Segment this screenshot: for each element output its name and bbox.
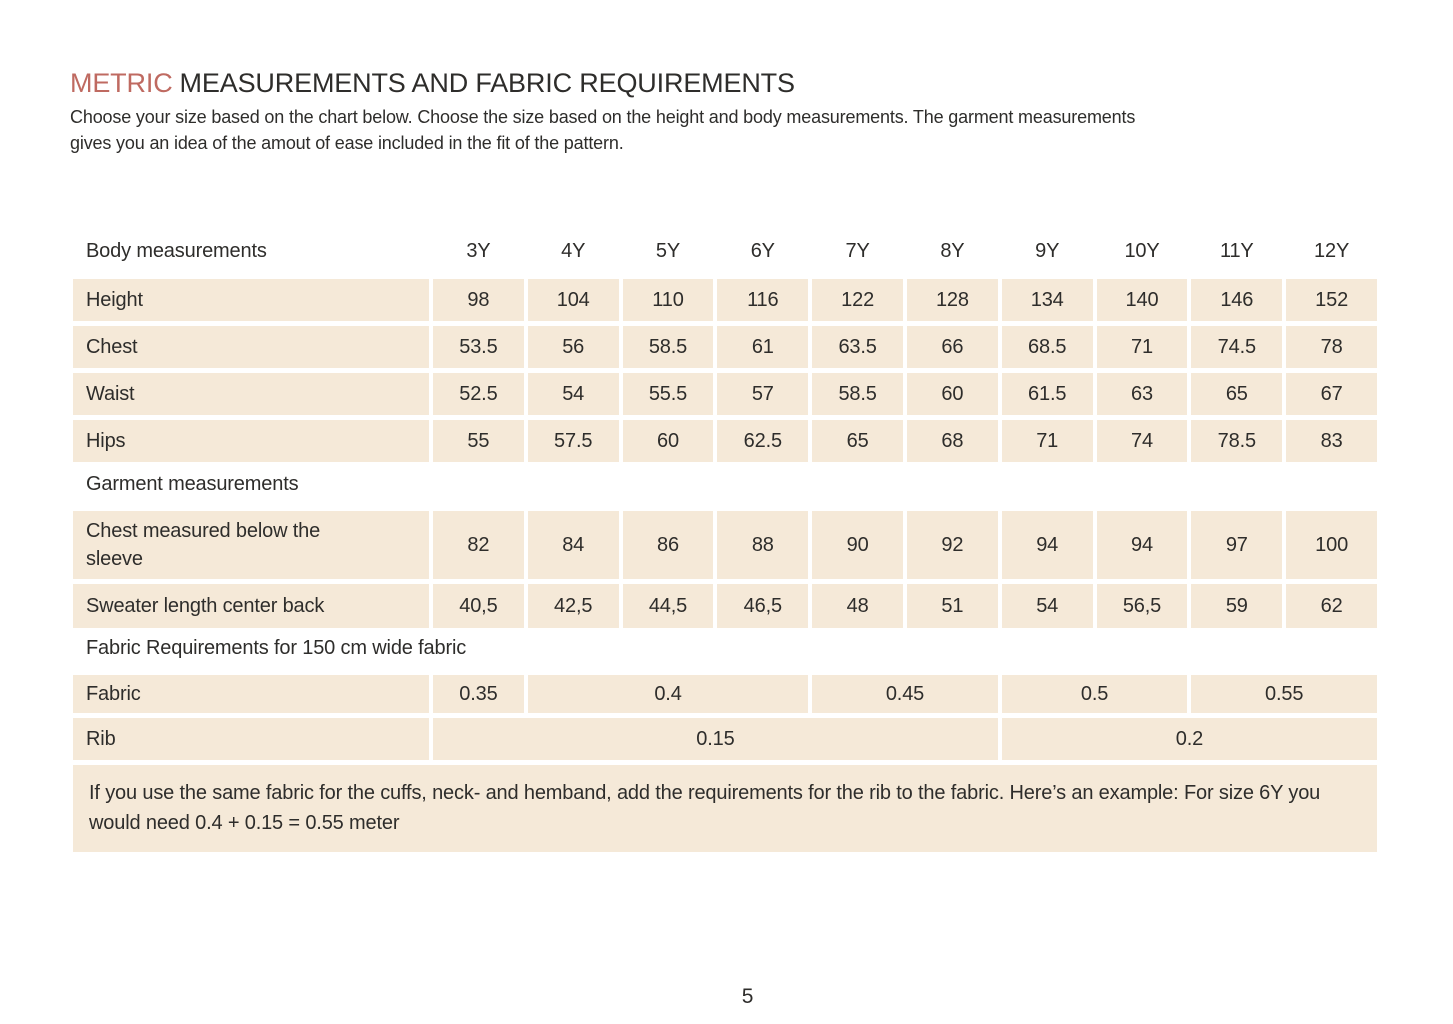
column-header-7y: 7Y xyxy=(845,239,870,262)
measurement-cell: 110 xyxy=(623,279,714,321)
measurement-cell: 88 xyxy=(717,511,808,579)
column-header-4y: 4Y xyxy=(561,239,586,262)
table-row-chest-below-sleeve xyxy=(73,511,1377,579)
measurement-cell: 98 xyxy=(433,279,524,321)
column-header-5y: 5Y xyxy=(655,239,681,262)
measurement-cell: 94 xyxy=(1002,511,1093,579)
row-label-height: Height xyxy=(73,279,429,321)
measurement-cell: 61.5 xyxy=(1002,373,1093,415)
measurement-cell: 67 xyxy=(1286,373,1377,415)
row-label-fabric: Fabric xyxy=(73,675,429,713)
measurement-cell: 57.5 xyxy=(528,420,619,462)
row-label-chest: Chest xyxy=(73,326,429,368)
row-label-text: Chest measured below the sleeve xyxy=(86,520,321,570)
measurement-cell: 82 xyxy=(433,511,524,579)
row-label-sweater-length: Sweater length center back xyxy=(73,584,429,628)
page-title xyxy=(70,68,1453,98)
row-label-waist: Waist xyxy=(73,373,429,415)
fabric-cell: 0.45 xyxy=(812,675,998,713)
fabric-cell: 0.55 xyxy=(1191,675,1377,713)
measurement-cell: 52.5 xyxy=(433,373,524,415)
measurement-cell: 60 xyxy=(907,373,998,415)
column-header-11y: 11Y xyxy=(1219,239,1254,262)
measurement-cell: 58.5 xyxy=(812,373,903,415)
size-chart-table xyxy=(73,236,1377,852)
measurement-cell: 57 xyxy=(717,373,808,415)
intro-text xyxy=(70,104,1453,156)
section-header-fabric: Fabric Requirements for 150 cm wide fabric xyxy=(86,637,467,659)
measurement-cell: 74 xyxy=(1097,420,1188,462)
column-header-10y: 10Y xyxy=(1124,239,1160,262)
measurement-cell: 92 xyxy=(907,511,998,579)
measurement-cell: 55.5 xyxy=(623,373,714,415)
title-rest: MEASUREMENTS AND FABRIC REQUIREMENTS xyxy=(179,68,795,98)
measurement-cell: 54 xyxy=(1002,584,1093,628)
column-header-3y: 3Y xyxy=(466,239,491,262)
measurement-cell: 146 xyxy=(1191,279,1282,321)
measurement-cell: 122 xyxy=(812,279,903,321)
intro-line-2: gives you an idea of the amout of ease included in the fit of the pattern. xyxy=(70,133,624,153)
measurement-cell: 152 xyxy=(1286,279,1377,321)
table-row-rib xyxy=(73,718,1377,760)
measurement-cell: 65 xyxy=(1191,373,1282,415)
measurement-cell: 74.5 xyxy=(1191,326,1282,368)
measurement-cell: 44,5 xyxy=(623,584,714,628)
measurement-cell: 56 xyxy=(528,326,619,368)
measurement-cell: 63.5 xyxy=(812,326,903,368)
measurement-cell: 48 xyxy=(812,584,903,628)
intro-line-1: Choose your size based on the chart below. Choose the size based on the height and body measurements. The garment measurements xyxy=(70,107,1136,127)
measurement-cell: 63 xyxy=(1097,373,1188,415)
note-box: If you use the same fabric for the cuffs, neck- and hemband, add the requirements for the rib to the fabric. Here’s an example: For size 6Y you would need 0.4 + 0.15 = 0.55 meter xyxy=(73,765,1377,852)
measurement-cell: 60 xyxy=(623,420,714,462)
measurement-cell: 40,5 xyxy=(433,584,524,628)
measurement-cell: 65 xyxy=(812,420,903,462)
measurement-cell: 83 xyxy=(1286,420,1377,462)
column-header-9y: 9Y xyxy=(1035,239,1060,262)
table-row-height xyxy=(73,279,1377,321)
measurement-cell: 134 xyxy=(1002,279,1093,321)
table-row-fabric xyxy=(73,675,1377,713)
measurement-cell: 97 xyxy=(1191,511,1282,579)
measurement-cell: 128 xyxy=(907,279,998,321)
measurement-cell: 62 xyxy=(1286,584,1377,628)
rib-cell: 0.15 xyxy=(433,718,998,760)
measurement-cell: 53.5 xyxy=(433,326,524,368)
fabric-cell: 0.4 xyxy=(528,675,808,713)
table-row-chest xyxy=(73,326,1377,368)
page-number: 5 xyxy=(741,985,754,1008)
measurement-cell: 68.5 xyxy=(1002,326,1093,368)
measurement-cell: 51 xyxy=(907,584,998,628)
measurement-cell: 55 xyxy=(433,420,524,462)
table-row-hips xyxy=(73,420,1377,462)
rib-cell: 0.2 xyxy=(1002,718,1377,760)
measurement-cell: 56,5 xyxy=(1097,584,1188,628)
column-header-12y: 12Y xyxy=(1314,239,1350,262)
measurement-cell: 78 xyxy=(1286,326,1377,368)
measurement-cell: 78.5 xyxy=(1191,420,1282,462)
measurement-cell: 66 xyxy=(907,326,998,368)
row-label-chest-below-sleeve xyxy=(73,511,429,579)
measurement-cell: 61 xyxy=(717,326,808,368)
table-row-sweater-length xyxy=(73,584,1377,628)
measurement-cell: 140 xyxy=(1097,279,1188,321)
measurement-cell: 62.5 xyxy=(717,420,808,462)
section-header-garment: Garment measurements xyxy=(86,473,299,495)
measurement-cell: 42,5 xyxy=(528,584,619,628)
measurement-cell: 54 xyxy=(528,373,619,415)
row-label-hips: Hips xyxy=(73,420,429,462)
body-measurements-header: Body measurements xyxy=(86,240,267,262)
header-row xyxy=(73,236,1377,266)
column-header-6y: 6Y xyxy=(750,239,775,262)
measurement-cell: 58.5 xyxy=(623,326,714,368)
column-header-8y: 8Y xyxy=(940,239,965,262)
measurement-cell: 90 xyxy=(812,511,903,579)
measurement-cell: 59 xyxy=(1191,584,1282,628)
measurement-cell: 68 xyxy=(907,420,998,462)
measurement-cell: 100 xyxy=(1286,511,1377,579)
table-row-waist xyxy=(73,373,1377,415)
measurement-cell: 84 xyxy=(528,511,619,579)
fabric-cell: 0.35 xyxy=(433,675,524,713)
measurement-cell: 86 xyxy=(623,511,714,579)
measurement-cell: 104 xyxy=(528,279,619,321)
fabric-cell: 0.5 xyxy=(1002,675,1188,713)
measurement-cell: 46,5 xyxy=(717,584,808,628)
row-label-rib: Rib xyxy=(73,718,429,760)
measurement-cell: 94 xyxy=(1097,511,1188,579)
title-accent: METRIC xyxy=(70,68,173,98)
measurement-cell: 71 xyxy=(1002,420,1093,462)
measurement-cell: 71 xyxy=(1097,326,1188,368)
measurement-cell: 116 xyxy=(717,279,808,321)
